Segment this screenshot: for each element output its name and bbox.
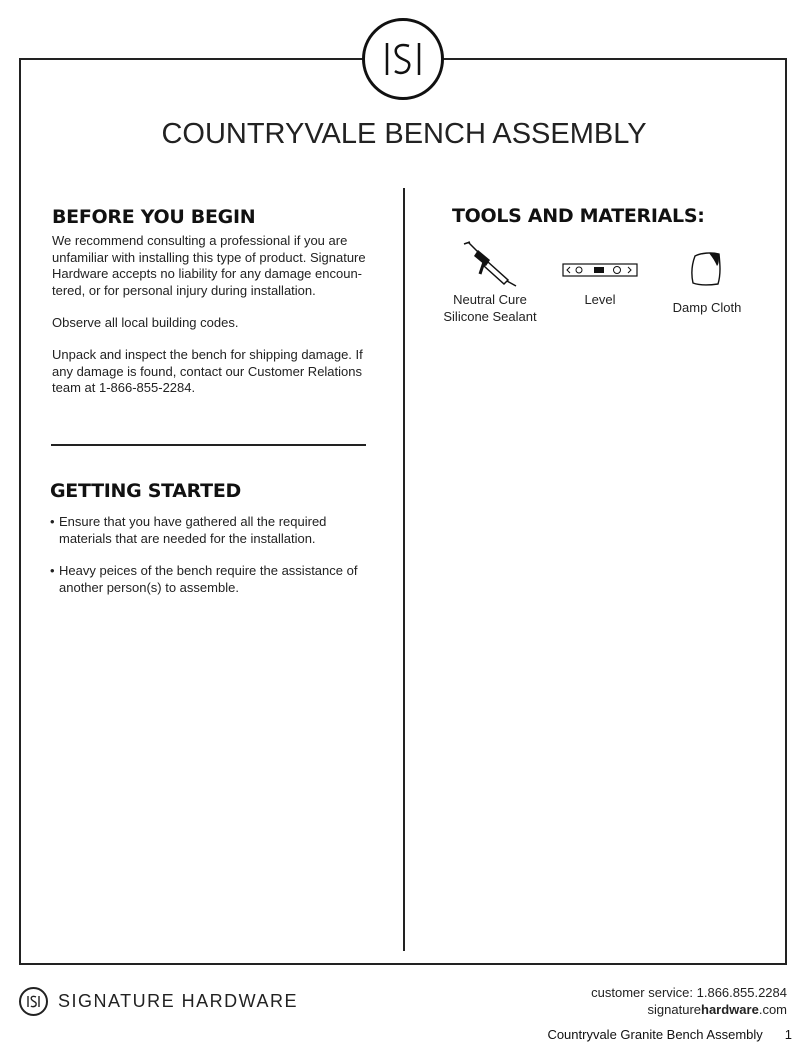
tool-label: Neutral Cure Silicone Sealant bbox=[443, 292, 537, 324]
website-link[interactable]: signaturehardware.com bbox=[647, 1001, 787, 1017]
footer-logo bbox=[19, 987, 48, 1016]
liability-paragraph: We recommend consulting a professional if you are unfamiliar with installing this type of product. Signature Hardware accepts no liability for any damage encoun-tered, or for personal injury during installation. bbox=[52, 233, 366, 298]
column-divider bbox=[403, 188, 405, 951]
bullet-icon: • bbox=[50, 514, 55, 529]
contact-info bbox=[591, 985, 787, 1018]
tool-cloth bbox=[667, 250, 747, 317]
tools-heading: TOOLS AND MATERIALS: bbox=[452, 205, 705, 227]
bullet-icon: • bbox=[50, 563, 55, 578]
tool-label: Level bbox=[584, 292, 616, 307]
page-footer bbox=[547, 1027, 792, 1042]
building-codes-paragraph: Observe all local building codes. bbox=[52, 315, 239, 330]
list-item bbox=[50, 563, 370, 596]
list-item-text: Ensure that you have gathered all the required materials that are needed for the installation. bbox=[59, 514, 327, 546]
section-divider bbox=[51, 444, 366, 446]
footer-brand-name: SIGNATURE HARDWARE bbox=[58, 991, 299, 1011]
caulk-gun-icon bbox=[440, 240, 540, 288]
tool-level bbox=[555, 262, 645, 309]
before-you-begin-heading: BEFORE YOU BEGIN bbox=[52, 206, 256, 228]
cloth-icon bbox=[667, 250, 747, 288]
level-icon bbox=[555, 262, 645, 278]
page-number: 1 bbox=[784, 1027, 792, 1042]
tool-sealant bbox=[440, 240, 540, 325]
brand-logo bbox=[362, 18, 444, 100]
list-item bbox=[50, 514, 370, 547]
getting-started-heading: GETTING STARTED bbox=[50, 480, 241, 502]
document-name: Countryvale Granite Bench Assembly bbox=[547, 1027, 763, 1042]
inspection-paragraph: Unpack and inspect the bench for shipping damage. If any damage is found, contact our Customer Relations team at 1-866-855-2284. bbox=[52, 347, 363, 395]
document-title: COUNTRYVALE BENCH ASSEMBLY bbox=[161, 118, 647, 150]
tool-label: Damp Cloth bbox=[672, 300, 742, 315]
list-item-text: Heavy peices of the bench require the assistance of another person(s) to assemble. bbox=[59, 563, 358, 595]
customer-service-phone: customer service: 1.866.855.2284 bbox=[591, 985, 787, 1000]
